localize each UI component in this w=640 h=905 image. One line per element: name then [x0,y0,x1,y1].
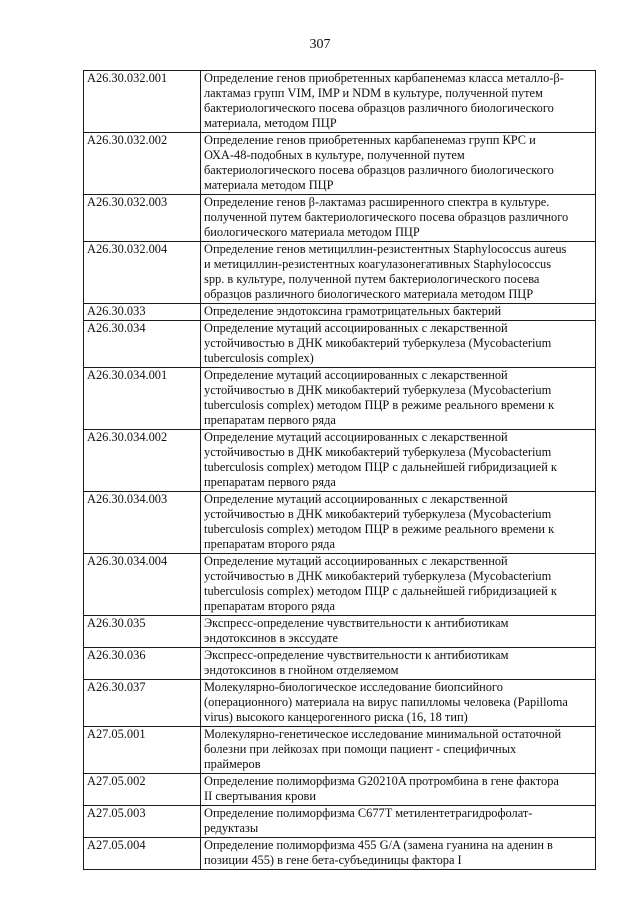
description-line: tuberculosis complex) методом ПЦР в режиме реального времени к [204,398,555,412]
description-line: Молекулярно-биологическое исследование биопсийного [204,680,503,694]
table-row [84,774,596,806]
description-line: tuberculosis complex) методом ПЦР с дальнейшей гибридизацией к [204,584,557,598]
description-line: Определение генов метициллин-резистентных Staphylococcus aureus [204,242,567,256]
description-line: лактамаз групп VIM, IMP и NDM в культуре, полученной путем [204,86,543,100]
table-row [84,195,596,242]
service-code: A27.05.004 [84,838,201,870]
service-code: A26.30.035 [84,616,201,648]
description-line: редуктазы [204,821,259,835]
description-line: материала методом ПЦР [204,178,334,192]
description-line: Определение эндотоксина грамотрицательных бактерий [204,304,502,318]
description-line: болезни при лейкозах при помощи пациент - специфичных [204,742,517,756]
service-description [201,680,596,727]
description-line: Определение генов приобретенных карбапенемаз класса металло-β- [204,71,564,85]
description-line: устойчивостью в ДНК микобактерий туберкулеза (Mycobacterium [204,383,552,397]
table-row [84,242,596,304]
service-code: A27.05.001 [84,727,201,774]
description-line: полученной путем бактериологического посева образцов различного [204,210,569,224]
table-row [84,321,596,368]
service-codes-table [83,70,596,870]
description-line: бактериологического посева образцов различного биологического [204,101,554,115]
description-line: препаратам первого ряда [204,475,336,489]
service-code: A26.30.034 [84,321,201,368]
description-line: Определение мутаций ассоциированных с лекарственной [204,321,508,335]
table-row [84,492,596,554]
description-line: Экспресс-определение чувствительности к антибиотикам [204,648,509,662]
service-description [201,806,596,838]
table-row [84,430,596,492]
table-row [84,368,596,430]
service-code: A26.30.034.002 [84,430,201,492]
service-code: A26.30.032.003 [84,195,201,242]
description-line: virus) высокого канцерогенного риска (16, 18 тип) [204,710,468,724]
service-description [201,554,596,616]
description-line: биологического материала методом ПЦР [204,225,420,239]
description-line: устойчивостью в ДНК микобактерий туберкулеза (Mycobacterium [204,569,552,583]
description-line: позиции 455) в гене бета-субъединицы фактора I [204,853,462,867]
description-line: spp. в культуре, полученной путем бактериологического посева [204,272,540,286]
description-line: (операционного) материала на вирус папилломы человека (Papilloma [204,695,568,709]
service-description [201,195,596,242]
description-line: образцов различного биологического материала методом ПЦР [204,287,534,301]
table-row [84,806,596,838]
service-description [201,727,596,774]
description-line: праймеров [204,757,261,771]
service-code: A26.30.034.001 [84,368,201,430]
service-code: A26.30.032.004 [84,242,201,304]
description-line: устойчивостью в ДНК микобактерий туберкулеза (Mycobacterium [204,507,552,521]
service-code: A26.30.032.001 [84,71,201,133]
service-description [201,304,596,321]
table-row [84,727,596,774]
description-line: Определение полиморфизма 455 G/A (замена гуанина на аденин в [204,838,553,852]
service-description [201,71,596,133]
service-code: A27.05.002 [84,774,201,806]
description-line: устойчивостью в ДНК микобактерий туберкулеза (Mycobacterium [204,336,552,350]
service-code: A27.05.003 [84,806,201,838]
table-row [84,838,596,870]
service-description [201,430,596,492]
service-code: A26.30.032.002 [84,133,201,195]
service-code: A26.30.033 [84,304,201,321]
description-line: препаратам второго ряда [204,537,335,551]
service-description [201,368,596,430]
description-line: устойчивостью в ДНК микобактерий туберкулеза (Mycobacterium [204,445,552,459]
description-line: Определение мутаций ассоциированных с лекарственной [204,368,508,382]
description-line: Определение мутаций ассоциированных с лекарственной [204,430,508,444]
description-line: Определение мутаций ассоциированных с лекарственной [204,554,508,568]
table-row [84,680,596,727]
description-line: и метициллин-резистентных коагулазонегативных Staphylococcus [204,257,552,271]
service-description [201,321,596,368]
service-description [201,648,596,680]
service-code: A26.30.034.004 [84,554,201,616]
description-line: Экспресс-определение чувствительности к антибиотикам [204,616,509,630]
description-line: Определение полиморфизма G20210A протромбина в гене фактора [204,774,559,788]
description-line: эндотоксинов в экссудате [204,631,338,645]
description-line: Определение генов β-лактамаз расширенного спектра в культуре. [204,195,550,209]
table-row [84,71,596,133]
service-description [201,838,596,870]
service-description [201,774,596,806]
table-row [84,304,596,321]
table-body [84,71,596,870]
description-line: II свертывания крови [204,789,317,803]
table-row [84,616,596,648]
description-line: Молекулярно-генетическое исследование минимальной остаточной [204,727,562,741]
description-line: бактериологического посева образцов различного биологического [204,163,554,177]
description-line: Определение мутаций ассоциированных с лекарственной [204,492,508,506]
description-line: эндотоксинов в гнойном отделяемом [204,663,399,677]
table-row [84,133,596,195]
description-line: tuberculosis complex) методом ПЦР в режиме реального времени к [204,522,555,536]
service-description [201,492,596,554]
service-description [201,616,596,648]
table-row [84,648,596,680]
description-line: материала, методом ПЦР [204,116,337,130]
service-code: A26.30.037 [84,680,201,727]
description-line: tuberculosis complex) методом ПЦР с дальнейшей гибридизацией к [204,460,557,474]
description-line: препаратам второго ряда [204,599,335,613]
description-line: tuberculosis complex) [204,351,314,365]
description-line: Определение полиморфизма C677T метилентетрагидрофолат- [204,806,533,820]
service-code: A26.30.036 [84,648,201,680]
description-line: ОХА-48-подобных в культуре, полученной путем [204,148,465,162]
service-description [201,133,596,195]
service-code: A26.30.034.003 [84,492,201,554]
service-description [201,242,596,304]
table-row [84,554,596,616]
page-number: 307 [309,37,331,52]
description-line: препаратам первого ряда [204,413,336,427]
description-line: Определение генов приобретенных карбапенемаз групп КРС и [204,133,536,147]
